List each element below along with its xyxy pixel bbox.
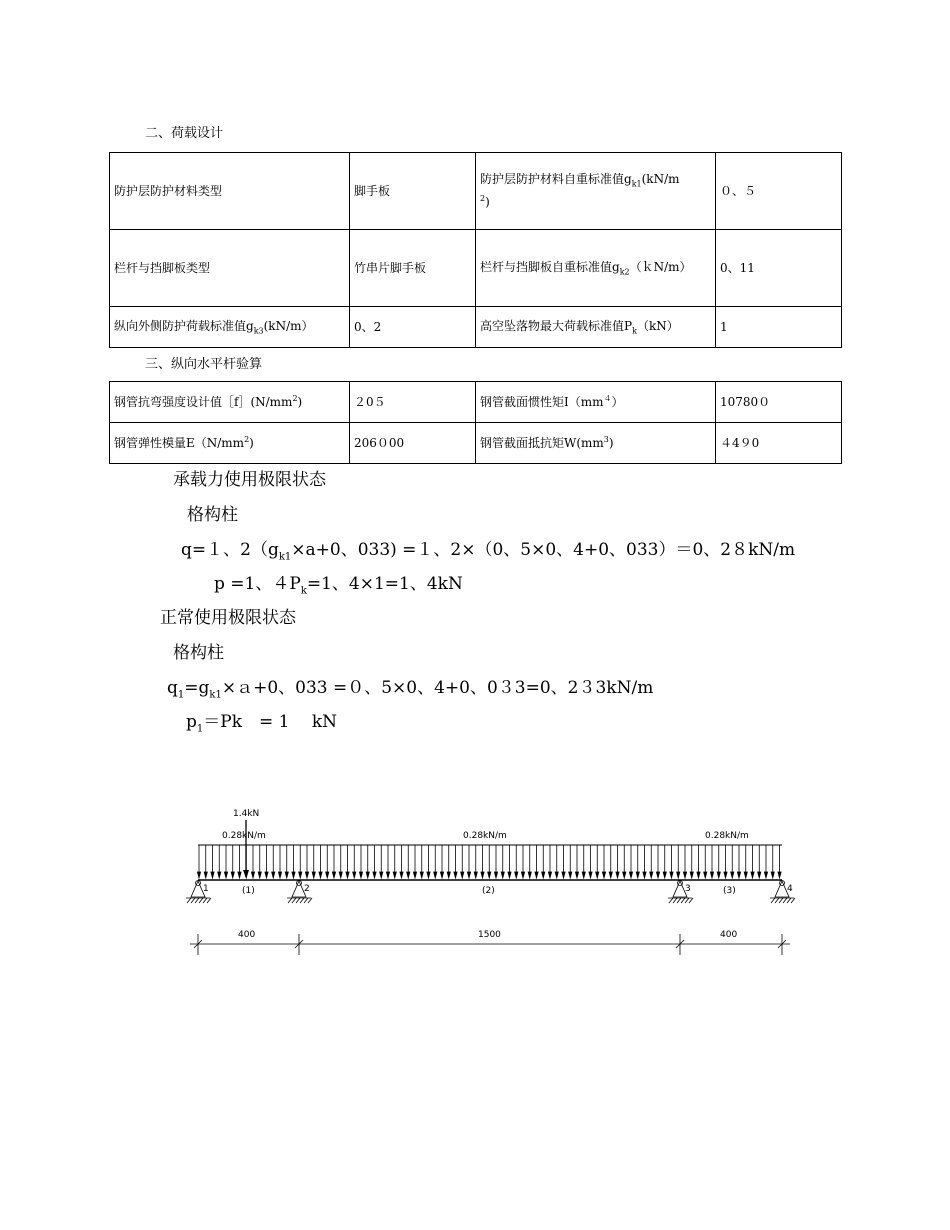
- table-row: [110, 307, 842, 348]
- load-arrowhead: [481, 872, 484, 878]
- calc-line-q: q=１、$2(g_{k1}\times a+0$、033) =１、2×（0、5×0、4+0、033）＝0、2８kN/m: [181, 540, 796, 563]
- load-arrowhead: [569, 872, 572, 878]
- support-label-4: 4: [787, 884, 793, 894]
- load-arrowhead: [724, 872, 727, 878]
- load-arrowhead: [717, 872, 720, 878]
- load-arrowhead: [778, 872, 781, 878]
- dist-load-label-3: 0.28kN/m: [705, 831, 749, 841]
- calc-line-lattice-column-2: 格构柱: [173, 643, 224, 663]
- load-arrowhead: [650, 872, 653, 878]
- distributed-load-arrows: [197, 845, 781, 878]
- calc-line-p1: $p_1=Pk$ = 1 kN: [186, 712, 338, 735]
- load-arrowhead: [589, 872, 592, 878]
- horizontal-bar-table: [109, 381, 842, 464]
- load-arrowhead: [596, 872, 599, 878]
- load-arrowhead: [501, 872, 504, 878]
- table-cell: 脚手板: [350, 153, 476, 230]
- support-hatch: [207, 898, 211, 903]
- support-hatch: [191, 898, 195, 903]
- calc-line-q1: $q_1=g_{k1}\times a+0$、033 =０、5×0、4+0、0３3=0、2３3kN/m: [167, 678, 654, 701]
- load-arrowhead: [427, 872, 430, 878]
- table-row: [110, 153, 842, 230]
- load-arrowhead: [710, 872, 713, 878]
- calc-line-ultimate-state: 承载力使用极限状态: [173, 470, 326, 490]
- table-cell: ０、５: [716, 153, 842, 230]
- table-cell: 0、2: [350, 307, 476, 348]
- table-cell: 防护层防护材料类型: [110, 153, 350, 230]
- load-arrowhead: [535, 872, 538, 878]
- load-arrowhead: [224, 872, 227, 878]
- load-arrowhead: [636, 872, 639, 878]
- load-arrowhead: [366, 872, 369, 878]
- load-arrowhead: [737, 872, 740, 878]
- load-arrowhead: [359, 872, 362, 878]
- span-label-3: (3): [723, 886, 736, 896]
- table-cell: 栏杆与挡脚板类型: [110, 230, 350, 307]
- load-arrowhead: [656, 872, 659, 878]
- load-arrowhead: [393, 872, 396, 878]
- load-arrowhead: [663, 872, 666, 878]
- support-hatch: [308, 898, 312, 903]
- support-label-3: 3: [685, 884, 691, 894]
- support-hatch: [791, 898, 795, 903]
- load-arrowhead: [312, 872, 315, 878]
- load-arrowhead: [508, 872, 511, 878]
- load-arrowhead: [353, 872, 356, 878]
- load-arrowhead: [528, 872, 531, 878]
- load-arrowhead: [467, 872, 470, 878]
- load-arrowhead: [771, 872, 774, 878]
- support-hatch: [669, 898, 673, 903]
- load-arrowhead: [751, 872, 754, 878]
- support-label-1: 1: [203, 884, 209, 894]
- dist-load-label-1: 0.28kN/m: [222, 831, 266, 841]
- table-row: [110, 230, 842, 307]
- support-hatch: [681, 898, 685, 903]
- point-load-arrowhead: [243, 870, 249, 878]
- load-arrowhead: [494, 872, 497, 878]
- load-arrowhead: [420, 872, 423, 878]
- load-arrowhead: [629, 872, 632, 878]
- load-arrowhead: [218, 872, 221, 878]
- load-arrowhead: [265, 872, 268, 878]
- load-arrowhead: [677, 872, 680, 878]
- support-hatch: [673, 898, 677, 903]
- load-arrowhead: [616, 872, 619, 878]
- load-arrowhead: [346, 872, 349, 878]
- dist-load-label-2: 0.28kN/m: [463, 831, 507, 841]
- span-label-1: (1): [242, 886, 255, 896]
- section3-title: 三、纵向水平杆验算: [145, 357, 263, 372]
- table-cell: 钢管截面惯性矩$I(mm^4)$: [476, 382, 716, 423]
- table-cell: 钢管截面抵抗矩$W(mm^3)$: [476, 423, 716, 464]
- table-cell: 竹串片脚手板: [350, 230, 476, 307]
- table-cell: 高空坠落物最大荷载标准值$P_k(kN)$: [476, 307, 716, 348]
- support-hatch: [187, 898, 191, 903]
- load-arrowhead: [272, 872, 275, 878]
- support-hatch: [677, 898, 681, 903]
- table-cell: 0、11: [716, 230, 842, 307]
- support-hatch: [783, 898, 787, 903]
- table-cell: 钢管抗弯强度设计值$[f](N/mm^2)$: [110, 382, 350, 423]
- load-arrowhead: [548, 872, 551, 878]
- load-arrowhead: [278, 872, 281, 878]
- load-arrowhead: [542, 872, 545, 878]
- load-arrowhead: [764, 872, 767, 878]
- load-arrowhead: [305, 872, 308, 878]
- load-arrowhead: [683, 872, 686, 878]
- load-arrowhead: [211, 872, 214, 878]
- load-arrowhead: [386, 872, 389, 878]
- calc-line-lattice-column: 格构柱: [187, 505, 238, 525]
- load-arrowhead: [454, 872, 457, 878]
- load-arrowhead: [447, 872, 450, 878]
- support-hatch: [300, 898, 304, 903]
- table-cell: 防护层防护材料自重标准值$g_{k1}(kN/m$ $^2$): [476, 153, 716, 230]
- support-hatch: [775, 898, 779, 903]
- section2-title: 二、荷载设计: [145, 126, 224, 141]
- table-cell: 钢管弹性模量$E(N/mm^2)$: [110, 423, 350, 464]
- load-arrowhead: [413, 872, 416, 878]
- load-arrowhead: [562, 872, 565, 878]
- table-cell: 纵向外侧防护荷载标准值$g_{k3}(kN/m)$: [110, 307, 350, 348]
- span-label-2: (2): [482, 886, 495, 896]
- calc-line-p: p =1、$4P_k=1$、4×1=1、4kN: [214, 574, 463, 597]
- support-hatch: [304, 898, 308, 903]
- load-arrowhead: [299, 872, 302, 878]
- load-arrowhead: [285, 872, 288, 878]
- support-hatch: [771, 898, 775, 903]
- table-row: [110, 382, 842, 423]
- load-arrowhead: [697, 872, 700, 878]
- load-arrowhead: [231, 872, 234, 878]
- load-arrowhead: [326, 872, 329, 878]
- load-arrowhead: [704, 872, 707, 878]
- load-arrowhead: [670, 872, 673, 878]
- load-arrowhead: [292, 872, 295, 878]
- table-cell: 206０00: [350, 423, 476, 464]
- load-arrowhead: [690, 872, 693, 878]
- load-arrowhead: [602, 872, 605, 878]
- support-hatch: [296, 898, 300, 903]
- table-cell: ２0５: [350, 382, 476, 423]
- load-arrowhead: [251, 872, 254, 878]
- table-cell: 栏杆与挡脚板自重标准值$g_{k2}(kN/m)$: [476, 230, 716, 307]
- load-arrowhead: [434, 872, 437, 878]
- load-arrowhead: [744, 872, 747, 878]
- support-hatch: [203, 898, 207, 903]
- table-cell: 10780０: [716, 382, 842, 423]
- load-arrowhead: [332, 872, 335, 878]
- load-arrowhead: [461, 872, 464, 878]
- load-arrowhead: [380, 872, 383, 878]
- support-hatch: [195, 898, 199, 903]
- calc-line-serviceability-state: 正常使用极限状态: [160, 608, 296, 628]
- load-arrowhead: [582, 872, 585, 878]
- load-arrowhead: [197, 872, 200, 878]
- load-arrowhead: [521, 872, 524, 878]
- load-arrowhead: [643, 872, 646, 878]
- support-hatch: [199, 898, 203, 903]
- load-arrowhead: [407, 872, 410, 878]
- load-arrowhead: [474, 872, 477, 878]
- load-arrowhead: [238, 872, 241, 878]
- load-arrowhead: [731, 872, 734, 878]
- load-arrowhead: [339, 872, 342, 878]
- load-arrowhead: [204, 872, 207, 878]
- support-hatch: [787, 898, 791, 903]
- support-hatch: [689, 898, 693, 903]
- load-arrowhead: [400, 872, 403, 878]
- load-arrowhead: [440, 872, 443, 878]
- point-load-label: 1.4kN: [233, 809, 260, 819]
- load-arrowhead: [319, 872, 322, 878]
- load-arrowhead: [575, 872, 578, 878]
- load-design-table: [109, 152, 842, 348]
- load-arrowhead: [623, 872, 626, 878]
- load-arrowhead: [373, 872, 376, 878]
- load-arrowhead: [488, 872, 491, 878]
- support-hatch: [288, 898, 292, 903]
- table-row: [110, 423, 842, 464]
- dimension-label-2: 1500: [478, 930, 501, 940]
- beam-load-diagram: [0, 790, 950, 970]
- load-arrowhead: [555, 872, 558, 878]
- load-arrowhead: [758, 872, 761, 878]
- support-hatch: [685, 898, 689, 903]
- table-cell: 1: [716, 307, 842, 348]
- load-arrowhead: [515, 872, 518, 878]
- support-label-2: 2: [304, 884, 310, 894]
- load-arrowhead: [258, 872, 261, 878]
- dimension-label-1: 400: [238, 930, 256, 940]
- dimension-label-3: 400: [720, 930, 738, 940]
- support-hatch: [292, 898, 296, 903]
- support-hatch: [779, 898, 783, 903]
- load-arrowhead: [609, 872, 612, 878]
- table-cell: ４4９0: [716, 423, 842, 464]
